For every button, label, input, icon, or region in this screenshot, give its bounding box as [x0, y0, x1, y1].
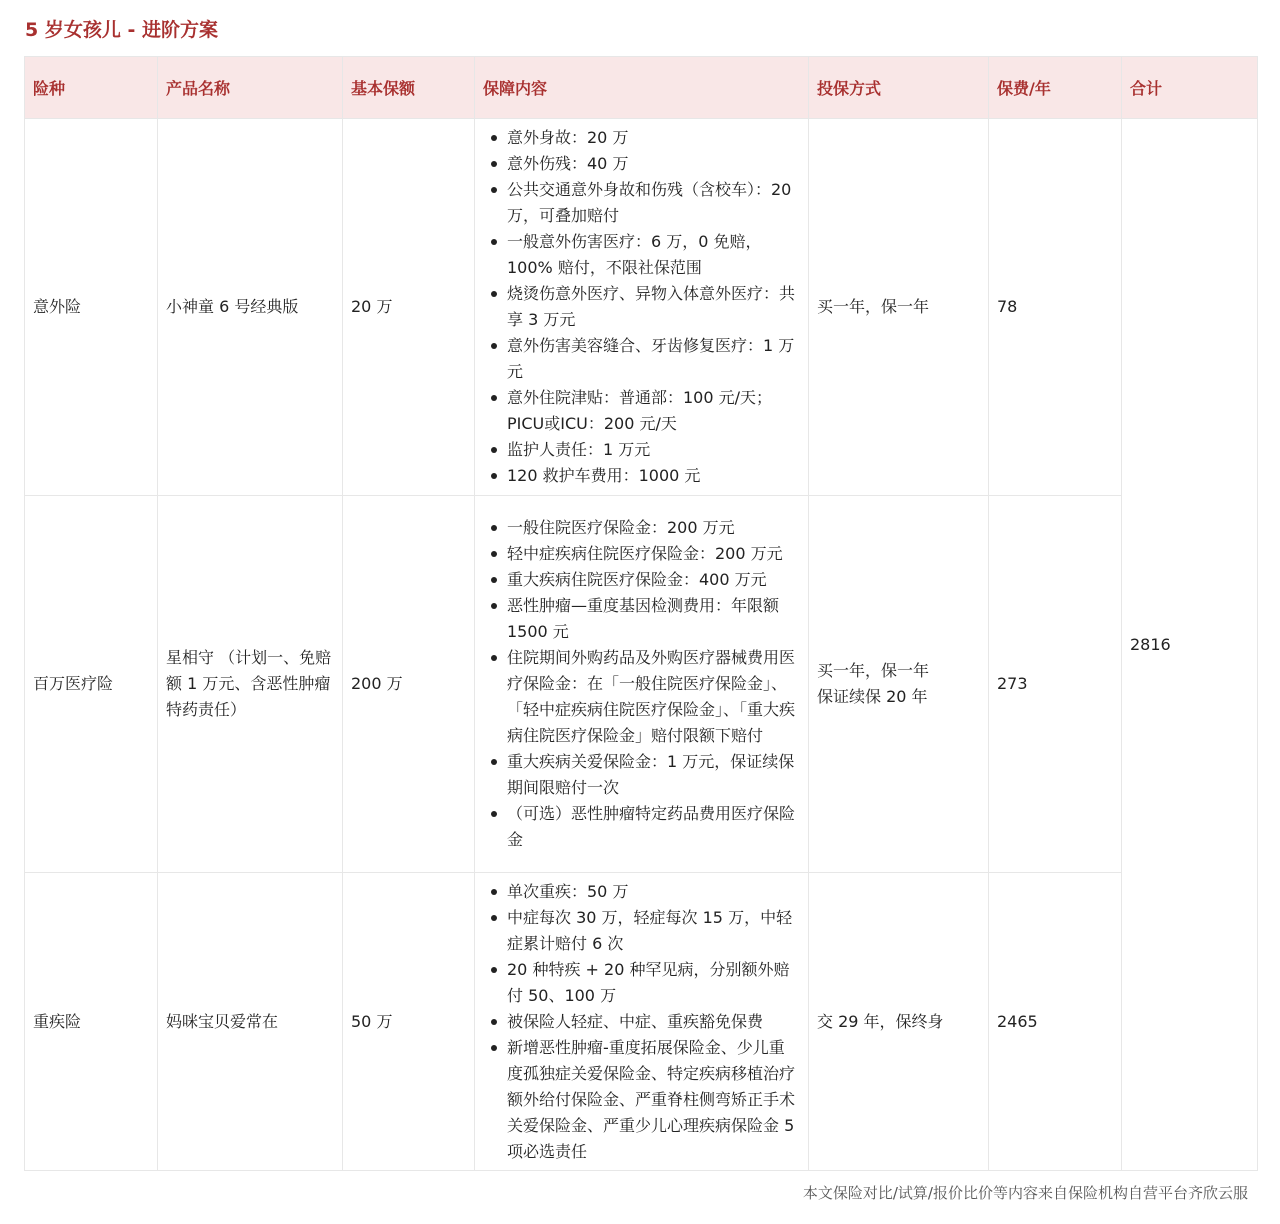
purchase-mode-line: 买一年，保一年	[817, 661, 930, 680]
coverage-cell	[475, 496, 809, 873]
premium-cell: 273	[989, 496, 1122, 873]
coverage-item: 住院期间外购药品及外购医疗器械费用医疗保险金：在「一般住院医疗保险金」、「轻中症疾病住院医疗保险金」、「重大疾病住院医疗保险金」赔付限额下赔付	[483, 645, 800, 749]
insurance-type-cell: 重疾险	[25, 873, 158, 1171]
purchase-mode-cell	[809, 119, 989, 496]
product-name-cell: 小神童 6 号经典版	[158, 119, 343, 496]
table-header-row	[25, 57, 1258, 119]
column-header-premium: 保费/年	[989, 57, 1122, 119]
coverage-item: 轻中症疾病住院医疗保险金：200 万元	[483, 541, 800, 567]
coverage-list	[483, 875, 800, 1169]
table-row	[25, 873, 1258, 1171]
column-header-coverage: 保障内容	[475, 57, 809, 119]
source-footnote: 本文保险对比/试算/报价比价等内容来自保险机构自营平台齐欣云服	[802, 1184, 1248, 1202]
purchase-mode-line: 保证续保 20 年	[817, 687, 928, 706]
column-header-product: 产品名称	[158, 57, 343, 119]
coverage-cell	[475, 873, 809, 1171]
coverage-list	[483, 121, 800, 493]
column-header-mode: 投保方式	[809, 57, 989, 119]
column-header-amount: 基本保额	[343, 57, 475, 119]
coverage-item: 重大疾病关爱保险金：1 万元，保证续保期间限赔付一次	[483, 749, 800, 801]
purchase-mode-cell	[809, 496, 989, 873]
coverage-item: 新增恶性肿瘤-重度拓展保险金、少儿重度孤独症关爱保险金、特定疾病移植治疗额外给付保险金、严重脊柱侧弯矫正手术关爱保险金、严重少儿心理疾病保险金 5 项必选责任	[483, 1035, 800, 1165]
column-header-total: 合计	[1122, 57, 1258, 119]
coverage-item: 公共交通意外身故和伤残（含校车）：20 万，可叠加赔付	[483, 177, 800, 229]
coverage-item: 意外伤害美容缝合、牙齿修复医疗：1 万元	[483, 333, 800, 385]
coverage-list	[483, 511, 800, 857]
amount-cell: 200 万	[343, 496, 475, 873]
coverage-item: 意外住院津贴：普通部：100 元/天；PICU或ICU：200 元/天	[483, 385, 800, 437]
table-row	[25, 119, 1258, 496]
purchase-mode-line: 交 29 年，保终身	[817, 1011, 944, 1031]
coverage-item: 意外身故：20 万	[483, 125, 800, 151]
total-cell: 2816	[1122, 119, 1258, 1171]
coverage-item: 监护人责任：1 万元	[483, 437, 800, 463]
coverage-item: 单次重疾：50 万	[483, 879, 800, 905]
coverage-item: 20 种特疾 + 20 种罕见病，分别额外赔付 50、100 万	[483, 957, 800, 1009]
amount-cell: 20 万	[343, 119, 475, 496]
coverage-item: （可选）恶性肿瘤特定药品费用医疗保险金	[483, 801, 800, 853]
purchase-mode-line: 买一年，保一年	[817, 297, 930, 316]
coverage-item: 被保险人轻症、中症、重疾豁免保费	[483, 1009, 800, 1035]
amount-cell: 50 万	[343, 873, 475, 1171]
product-name-cell: 妈咪宝贝爱常在	[158, 873, 343, 1171]
coverage-item: 烧烫伤意外医疗、异物入体意外医疗：共享 3 万元	[483, 281, 800, 333]
coverage-cell	[475, 119, 809, 496]
premium-cell: 2465	[989, 873, 1122, 1171]
purchase-mode-cell	[809, 873, 989, 1171]
coverage-item: 一般意外伤害医疗：6 万，0 免赔，100% 赔付，不限社保范围	[483, 229, 800, 281]
coverage-item: 一般住院医疗保险金：200 万元	[483, 515, 800, 541]
product-name-cell: 星相守 （计划一、免赔额 1 万元、含恶性肿瘤特药责任）	[158, 496, 343, 873]
coverage-item: 中症每次 30 万，轻症每次 15 万，中轻症累计赔付 6 次	[483, 905, 800, 957]
coverage-item: 意外伤残：40 万	[483, 151, 800, 177]
insurance-type-cell: 意外险	[25, 119, 158, 496]
coverage-item: 120 救护车费用：1000 元	[483, 463, 800, 489]
coverage-item: 恶性肿瘤—重度基因检测费用：年限额 1500 元	[483, 593, 800, 645]
column-header-type: 险种	[25, 57, 158, 119]
coverage-item: 重大疾病住院医疗保险金：400 万元	[483, 567, 800, 593]
page-title: 5 岁女孩儿 - 进阶方案	[25, 19, 218, 41]
table-row	[25, 496, 1258, 873]
insurance-plan-table	[24, 56, 1258, 1171]
premium-cell: 78	[989, 119, 1122, 496]
insurance-type-cell: 百万医疗险	[25, 496, 158, 873]
